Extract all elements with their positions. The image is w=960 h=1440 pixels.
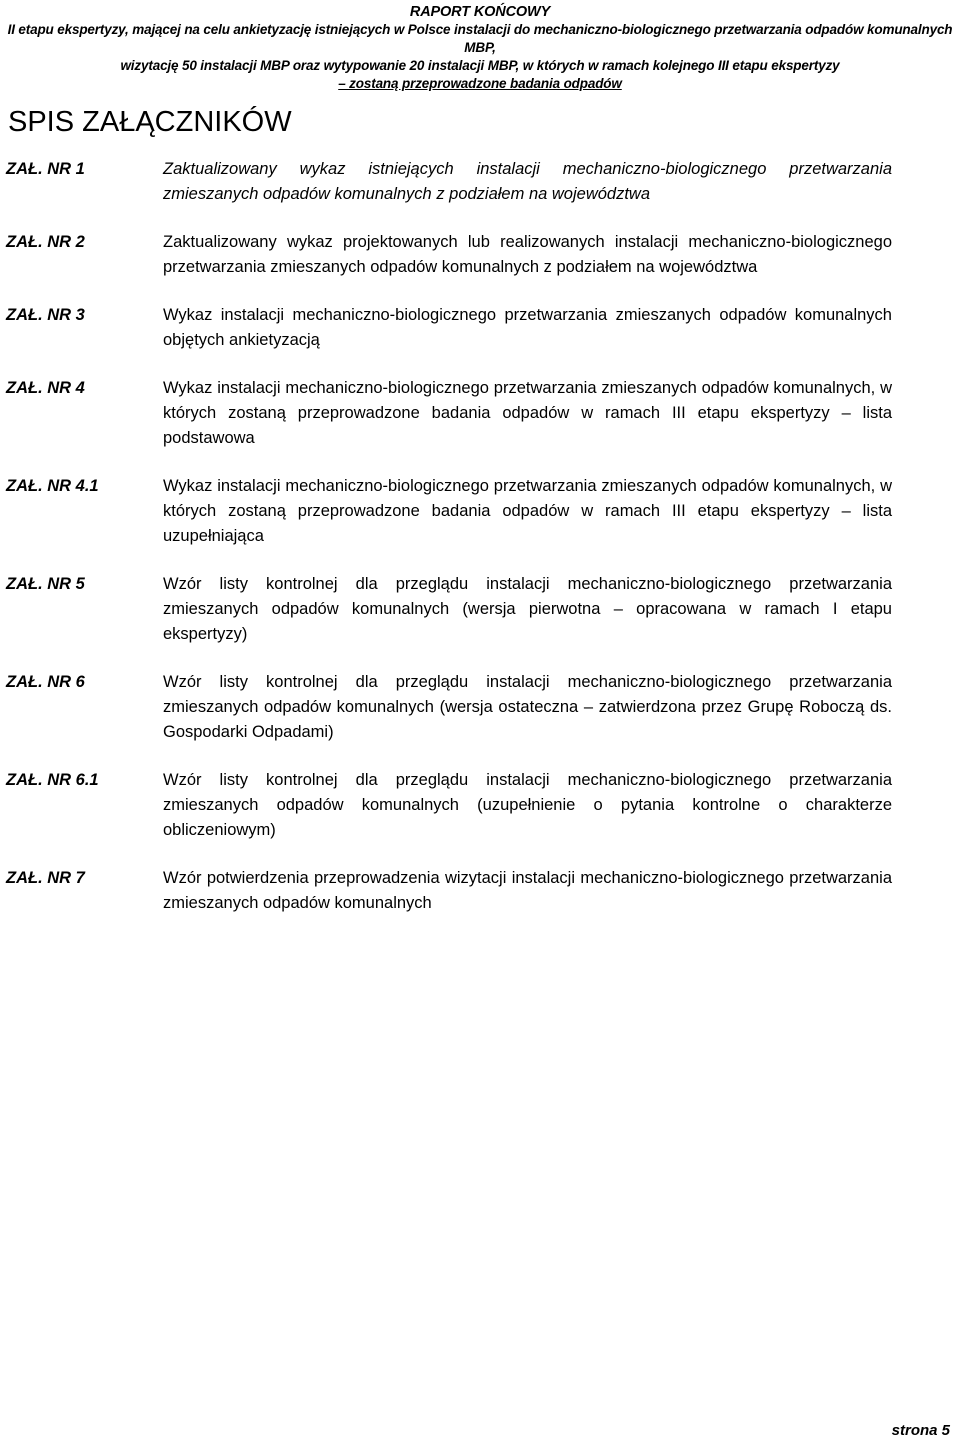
- attachment-number: ZAŁ. NR 7: [6, 869, 85, 887]
- attachment-description: Wzór listy kontrolnej dla przeglądu instalacji mechaniczno-biologicznego przetwarzania zmieszanych odpadów komunalnych (uzupełnienie o pytania kontrolne o charakterze obliczeniowym): [163, 771, 892, 839]
- attachment-number: ZAŁ. NR 2: [6, 233, 85, 251]
- attachment-entry: [6, 768, 892, 843]
- attachment-entry: [6, 572, 892, 647]
- attachments-list: [6, 157, 892, 939]
- attachment-number: ZAŁ. NR 5: [6, 575, 85, 593]
- attachment-description: Wzór listy kontrolnej dla przeglądu instalacji mechaniczno-biologicznego przetwarzania zmieszanych odpadów komunalnych (wersja ostateczna – zatwierdzona przez Grupę Roboczą ds. Gospodarki Odpadami): [163, 673, 892, 741]
- running-header: [0, 3, 960, 93]
- header-line-2: wizytację 50 instalacji MBP oraz wytypowanie 20 instalacji MBP, w których w ramach kolejnego III etapu ekspertyzy: [120, 58, 840, 73]
- attachment-description: Wykaz instalacji mechaniczno-biologicznego przetwarzania zmieszanych odpadów komunalnych objętych ankietyzacją: [163, 306, 892, 349]
- attachment-description: Wykaz instalacji mechaniczno-biologicznego przetwarzania zmieszanych odpadów komunalnych, w których zostaną przeprowadzone badania odpadów w ramach III etapu ekspertyzy – lista podstawowa: [163, 379, 892, 447]
- attachment-entry: [6, 230, 892, 280]
- attachment-entry: [6, 303, 892, 353]
- attachment-description: Wzór listy kontrolnej dla przeglądu instalacji mechaniczno-biologicznego przetwarzania zmieszanych odpadów komunalnych (wersja pierwotna – opracowana w ramach I etapu ekspertyzy): [163, 575, 892, 643]
- attachment-description: Zaktualizowany wykaz projektowanych lub realizowanych instalacji mechaniczno-biologicznego przetwarzania zmieszanych odpadów komunalnych z podziałem na województwa: [163, 233, 892, 276]
- attachment-number: ZAŁ. NR 4.1: [6, 477, 99, 495]
- attachment-entry: [6, 866, 892, 916]
- attachment-entry: [6, 670, 892, 745]
- attachment-number: ZAŁ. NR 3: [6, 306, 85, 324]
- attachment-number: ZAŁ. NR 1: [6, 160, 85, 178]
- attachment-number: ZAŁ. NR 6.1: [6, 771, 99, 789]
- attachment-entry: [6, 474, 892, 549]
- report-title: RAPORT KOŃCOWY: [409, 4, 551, 20]
- header-line-3: – zostaną przeprowadzone badania odpadów: [338, 76, 622, 91]
- attachment-description: Wykaz instalacji mechaniczno-biologicznego przetwarzania zmieszanych odpadów komunalnych, w których zostaną przeprowadzone badania odpadów w ramach III etapu ekspertyzy – lista uzupełniająca: [163, 477, 892, 545]
- attachment-number: ZAŁ. NR 4: [6, 379, 85, 397]
- page-number: strona 5: [891, 1422, 950, 1439]
- page-title: SPIS ZAŁĄCZNIKÓW: [8, 106, 292, 138]
- attachment-number: ZAŁ. NR 6: [6, 673, 85, 691]
- attachment-description: Wzór potwierdzenia przeprowadzenia wizytacji instalacji mechaniczno-biologicznego przetwarzania zmieszanych odpadów komunalnych: [163, 869, 892, 912]
- attachment-entry: [6, 157, 892, 207]
- attachment-entry: [6, 376, 892, 451]
- attachment-description: Zaktualizowany wykaz istniejących instalacji mechaniczno-biologicznego przetwarzania zmieszanych odpadów komunalnych z podziałem na województwa: [163, 160, 892, 203]
- header-line-1: II etapu ekspertyzy, mającej na celu ankietyzację istniejących w Polsce instalacji do mechaniczno-biologicznego przetwarzania odpadów komunalnych MBP,: [7, 22, 953, 55]
